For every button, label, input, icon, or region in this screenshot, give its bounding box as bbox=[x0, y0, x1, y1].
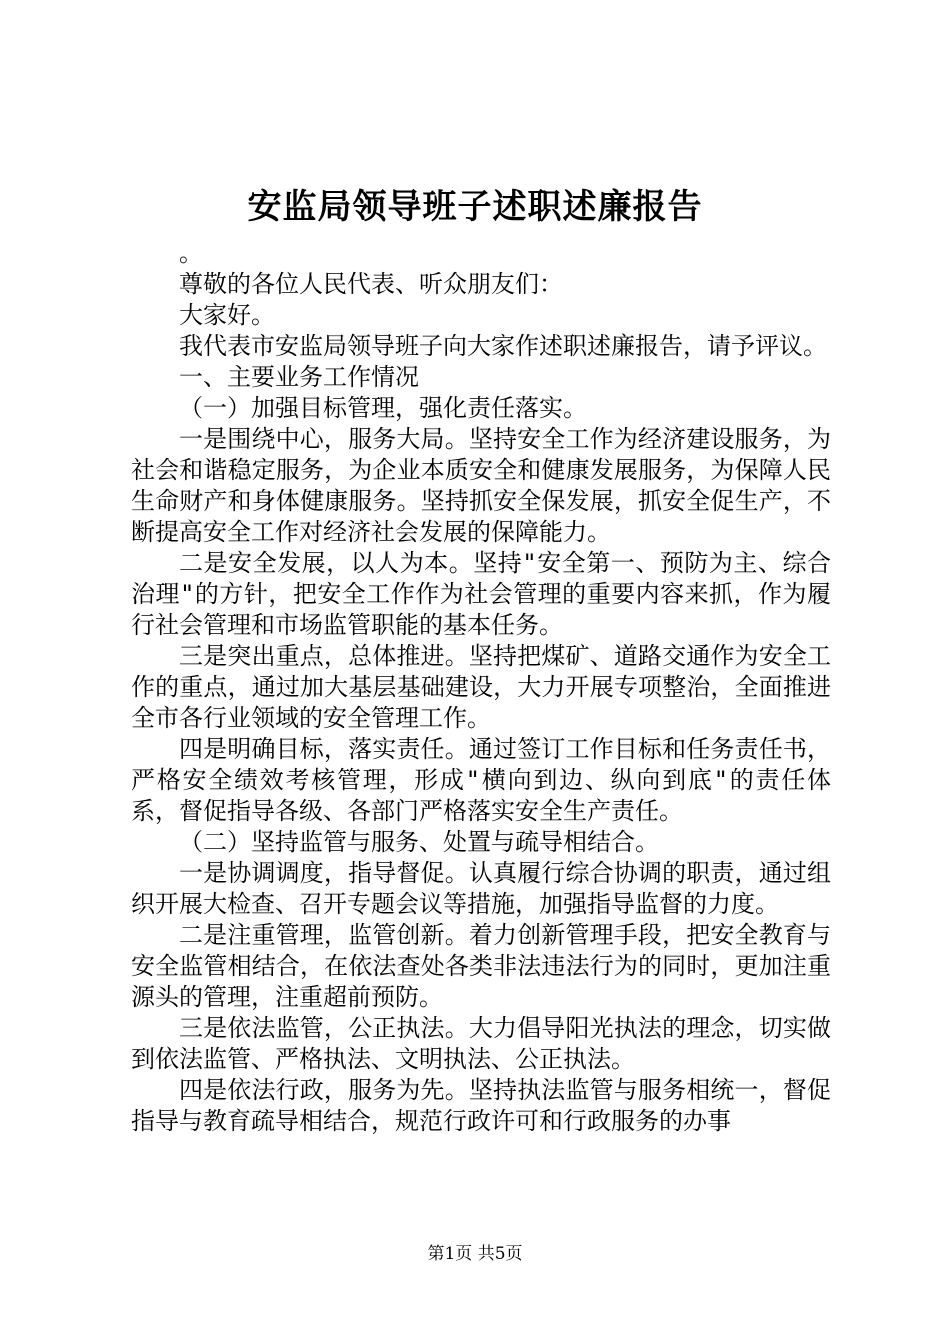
paragraph-item: 三是突出重点，总体推进。坚持把煤矿、道路交通作为安全工作的重点，通过加大基层基础建设，大力开展专项整治，全面推进全市各行业领域的安全管理工作。 bbox=[131, 642, 831, 732]
paragraph-item: 一是围绕中心，服务大局。坚持安全工作为经济建设服务，为社会和谐稳定服务，为企业本质安全和健康发展服务，为保障人民生命财产和身体健康服务。坚持抓安全保发展，抓安全促生产，不断提高安全工作对经济社会发展的保障能力。 bbox=[131, 425, 831, 546]
subsection-heading-1: （一）加强目标管理，强化责任落实。 bbox=[179, 394, 587, 422]
subsection-heading-2: （二）坚持监管与服务、处置与疏导相结合。 bbox=[179, 828, 659, 856]
paragraph-item: 三是依法监管，公正执法。大力倡导阳光执法的理念，切实做到依法监管、严格执法、文明执法、公正执法。 bbox=[131, 1014, 831, 1073]
paragraph-period: 。 bbox=[179, 239, 203, 267]
paragraph-item: 四是明确目标，落实责任。通过签订工作目标和任务责任书，严格安全绩效考核管理，形成"横向到边、纵向到底"的责任体系，督促指导各级、各部门严格落实安全生产责任。 bbox=[131, 735, 831, 825]
page-number-footer: 第1页 共5页 bbox=[427, 1244, 523, 1264]
paragraph-salutation: 尊敬的各位人民代表、听众朋友们： bbox=[179, 270, 563, 298]
document-title: 安监局领导班子述职述廉报告 bbox=[247, 187, 703, 227]
paragraph-item: 二是安全发展，以人为本。坚持"安全第一、预防为主、综合治理"的方针，把安全工作作为社会管理的重要内容来抓，作为履行社会管理和市场监管职能的基本任务。 bbox=[131, 549, 831, 639]
section-heading-1: 一、主要业务工作情况 bbox=[179, 363, 419, 391]
paragraph-item: 二是注重管理，监管创新。着力创新管理手段，把安全教育与安全监管相结合，在依法查处各类非法违法行为的同时，更加注重源头的管理，注重超前预防。 bbox=[131, 921, 831, 1011]
paragraph-intro: 我代表市安监局领导班子向大家作述职述廉报告，请予评议。 bbox=[179, 332, 827, 360]
document-body bbox=[131, 238, 831, 1137]
paragraph-greeting: 大家好。 bbox=[179, 301, 275, 329]
paragraph-item: 四是依法行政，服务为先。坚持执法监管与服务相统一，督促指导与教育疏导相结合，规范行政许可和行政服务的办事 bbox=[131, 1076, 831, 1135]
paragraph-item: 一是协调调度，指导督促。认真履行综合协调的职责，通过组织开展大检查、召开专题会议等措施，加强指导监督的力度。 bbox=[131, 859, 831, 918]
